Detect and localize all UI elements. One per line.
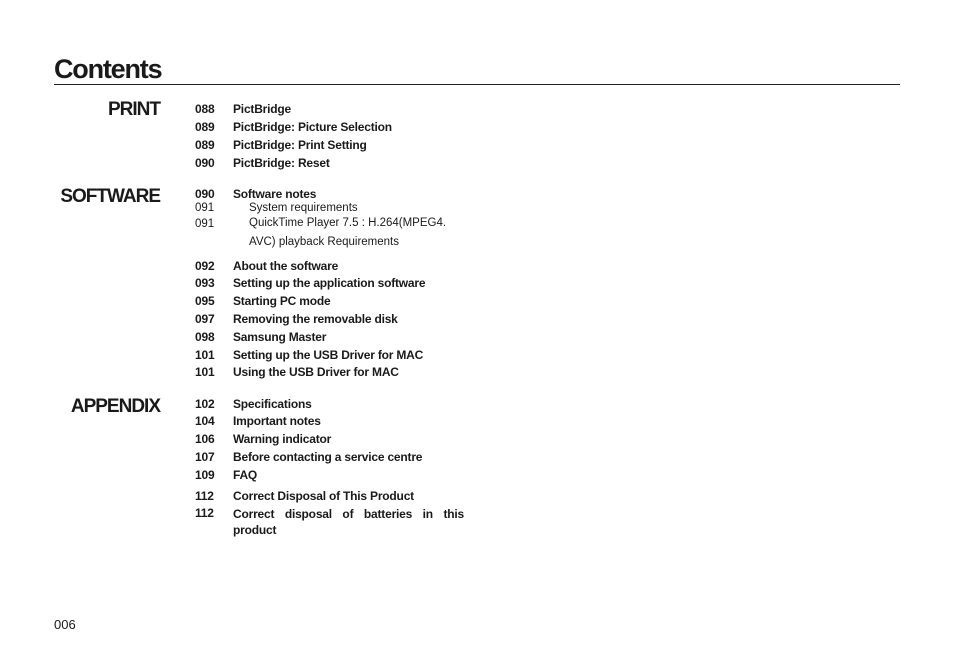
page-number: 006 bbox=[54, 617, 76, 632]
toc-page-number: 109 bbox=[195, 468, 215, 482]
toc-entry-title: Using the USB Driver for MAC bbox=[233, 365, 399, 379]
section-heading-software: SOFTWARE bbox=[60, 186, 160, 207]
section-heading-appendix: APPENDIX bbox=[70, 396, 160, 417]
toc-entry-title: Warning indicator bbox=[233, 432, 332, 446]
toc-entry-title: PictBridge: Picture Selection bbox=[233, 120, 392, 134]
toc-page-number: 097 bbox=[195, 312, 215, 326]
toc-entry-title: Specifications bbox=[233, 397, 312, 411]
toc-page-number: 112 bbox=[195, 506, 214, 520]
toc-entry-title: FAQ bbox=[233, 468, 258, 482]
toc-page-number: 112 bbox=[195, 489, 214, 503]
toc-entry-title: Before contacting a service centre bbox=[233, 450, 423, 464]
page-title: Contents bbox=[54, 54, 162, 84]
title-divider bbox=[54, 84, 900, 85]
toc-entry-title: Samsung Master bbox=[233, 330, 327, 344]
toc-entry-title: Software notes bbox=[233, 187, 317, 201]
toc-page-number: 093 bbox=[195, 276, 215, 290]
toc-page-number: 107 bbox=[195, 450, 215, 464]
toc-entry-title: Starting PC mode bbox=[233, 294, 331, 308]
section-heading-print: PRINT bbox=[108, 99, 160, 120]
toc-entry-title: Correct disposal of batteries in this product bbox=[233, 507, 464, 537]
toc-page-number: 104 bbox=[195, 414, 215, 428]
toc-entry-title: Setting up the application software bbox=[233, 276, 426, 290]
toc-page-number: 092 bbox=[195, 259, 215, 273]
toc-entry-title: Setting up the USB Driver for MAC bbox=[233, 348, 424, 362]
toc-page-number: 089 bbox=[195, 138, 215, 152]
toc-page-number: 091 bbox=[195, 218, 215, 230]
toc-entry-title: About the software bbox=[233, 259, 339, 273]
toc-page-number: 090 bbox=[195, 156, 215, 170]
toc-page-number: 102 bbox=[195, 397, 215, 411]
toc-entry-title: Removing the removable disk bbox=[233, 312, 398, 326]
toc-page-number: 091 bbox=[195, 202, 215, 214]
toc-page-number: 106 bbox=[195, 432, 215, 446]
toc-page-number: 098 bbox=[195, 330, 215, 344]
toc-page-number: 090 bbox=[195, 187, 215, 201]
toc-entry-title: Important notes bbox=[233, 414, 321, 428]
toc-entry-title: PictBridge bbox=[233, 102, 292, 116]
toc-page-number: 095 bbox=[195, 294, 215, 308]
toc-page-number: 101 bbox=[195, 365, 215, 379]
toc-entry-title: QuickTime Player 7.5 : H.264(MPEG4. AVC) playback Requirements bbox=[249, 217, 447, 248]
toc-page-number: 088 bbox=[195, 102, 215, 116]
toc-entry-title: PictBridge: Print Setting bbox=[233, 138, 367, 152]
toc-page-number: 101 bbox=[195, 348, 215, 362]
toc-entry-title: PictBridge: Reset bbox=[233, 156, 330, 170]
toc-page-number: 089 bbox=[195, 120, 215, 134]
toc-entry-title: Correct Disposal of This Product bbox=[233, 489, 414, 503]
toc-entry-title: System requirements bbox=[249, 202, 358, 214]
